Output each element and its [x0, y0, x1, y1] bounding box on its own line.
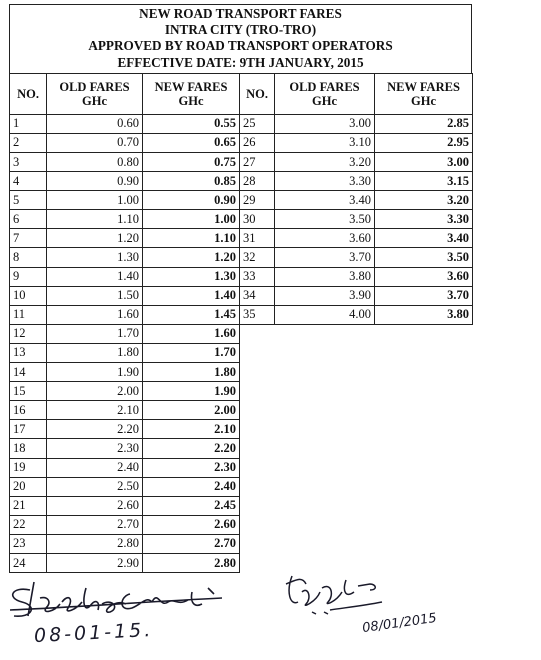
empty-cell: [375, 324, 473, 343]
new-fare: 1.40: [143, 286, 240, 305]
table-row: [10, 248, 473, 267]
fare-number: 24: [10, 553, 47, 572]
empty-cell: [240, 401, 275, 420]
fare-number: 17: [10, 420, 47, 439]
empty-cell: [375, 458, 473, 477]
empty-cell: [375, 343, 473, 362]
old-fare: 3.60: [275, 229, 375, 248]
fare-number: 7: [10, 229, 47, 248]
new-fare: 1.20: [143, 248, 240, 267]
empty-cell: [375, 496, 473, 515]
old-fare: 3.40: [275, 191, 375, 210]
old-fare: 1.30: [47, 248, 143, 267]
empty-cell: [375, 401, 473, 420]
new-fare: 2.80: [143, 553, 240, 572]
empty-cell: [240, 439, 275, 458]
new-fare: 0.90: [143, 191, 240, 210]
table-row: [10, 305, 473, 324]
table-row: [10, 515, 473, 534]
fare-number: 11: [10, 305, 47, 324]
old-fare: 1.10: [47, 210, 143, 229]
new-fare: 3.00: [375, 153, 473, 172]
new-fare: 3.40: [375, 229, 473, 248]
table-row: [10, 191, 473, 210]
fare-number: 16: [10, 401, 47, 420]
new-fare: 3.30: [375, 210, 473, 229]
header-approval: APPROVED BY ROAD TRANSPORT OPERATORS: [88, 38, 393, 54]
fare-number: 12: [10, 324, 47, 343]
new-fare: 0.65: [143, 133, 240, 152]
old-fare: 0.70: [47, 133, 143, 152]
empty-cell: [375, 382, 473, 401]
fare-number: 29: [240, 191, 275, 210]
new-fare: 1.60: [143, 324, 240, 343]
fare-number: 22: [10, 515, 47, 534]
empty-cell: [275, 496, 375, 515]
fare-number: 15: [10, 382, 47, 401]
old-fare: 0.90: [47, 172, 143, 191]
table-row: [10, 114, 473, 133]
right-signature-date: 08/01/2015: [361, 610, 438, 637]
new-fare: 1.30: [143, 267, 240, 286]
empty-cell: [275, 343, 375, 362]
old-fare: 1.20: [47, 229, 143, 248]
old-fare: 2.80: [47, 534, 143, 553]
right-signature: [272, 562, 438, 637]
col-header-new-fares-2: NEW FARES GHc: [375, 73, 473, 114]
old-fare: 0.80: [47, 153, 143, 172]
header-subtitle: INTRA CITY (TRO-TRO): [164, 22, 317, 38]
col-header-no-2: NO.: [240, 73, 275, 114]
old-fare: 3.30: [275, 172, 375, 191]
empty-cell: [375, 363, 473, 382]
empty-cell: [240, 324, 275, 343]
old-fare: 0.60: [47, 114, 143, 133]
fare-document: [9, 4, 472, 573]
old-fare: 2.00: [47, 382, 143, 401]
table-row: [10, 477, 473, 496]
old-fare: 2.40: [47, 458, 143, 477]
old-fare: 3.90: [275, 286, 375, 305]
col-header-old-fares-2: OLD FARES GHc: [275, 73, 375, 114]
fare-number: 21: [10, 496, 47, 515]
fare-number: 34: [240, 286, 275, 305]
fares-table: [9, 73, 473, 573]
table-row: [10, 172, 473, 191]
fare-number: 35: [240, 305, 275, 324]
fare-number: 32: [240, 248, 275, 267]
fare-number: 3: [10, 153, 47, 172]
old-fare: 2.90: [47, 553, 143, 572]
old-fare: 1.70: [47, 324, 143, 343]
new-fare: 1.70: [143, 343, 240, 362]
old-fare: 3.10: [275, 133, 375, 152]
empty-cell: [375, 477, 473, 496]
empty-cell: [240, 553, 275, 572]
new-fare: 2.20: [143, 439, 240, 458]
left-signature-date: 08-01-15.: [33, 618, 154, 648]
new-fare: 2.70: [143, 534, 240, 553]
table-row: [10, 496, 473, 515]
table-row: [10, 343, 473, 362]
old-fare: 1.60: [47, 305, 143, 324]
empty-cell: [275, 363, 375, 382]
fare-number: 27: [240, 153, 275, 172]
col-header-old-fares: OLD FARES GHc: [47, 73, 143, 114]
table-row: [10, 229, 473, 248]
empty-cell: [240, 458, 275, 477]
new-fare: 2.10: [143, 420, 240, 439]
header-title: NEW ROAD TRANSPORT FARES: [139, 6, 342, 21]
empty-cell: [240, 382, 275, 401]
fare-number: 25: [240, 114, 275, 133]
new-fare: 3.60: [375, 267, 473, 286]
fare-number: 5: [10, 191, 47, 210]
new-fare: 0.55: [143, 114, 240, 133]
new-fare: 2.30: [143, 458, 240, 477]
col-header-new-fares: NEW FARES GHc: [143, 73, 240, 114]
table-row: [10, 363, 473, 382]
new-fare: 1.45: [143, 305, 240, 324]
fare-number: 26: [240, 133, 275, 152]
empty-cell: [240, 477, 275, 496]
table-row: [10, 324, 473, 343]
fare-number: 9: [10, 267, 47, 286]
new-fare: 1.00: [143, 210, 240, 229]
fare-number: 33: [240, 267, 275, 286]
empty-cell: [275, 420, 375, 439]
fare-number: 20: [10, 477, 47, 496]
empty-cell: [240, 363, 275, 382]
new-fare: 3.80: [375, 305, 473, 324]
new-fare: 3.70: [375, 286, 473, 305]
new-fare: 1.80: [143, 363, 240, 382]
fare-number: 10: [10, 286, 47, 305]
table-row: [10, 439, 473, 458]
empty-cell: [275, 458, 375, 477]
empty-cell: [240, 343, 275, 362]
fare-number: 19: [10, 458, 47, 477]
new-fare: 0.85: [143, 172, 240, 191]
col-header-no: NO.: [10, 73, 47, 114]
fare-number: 1: [10, 114, 47, 133]
new-fare: 0.75: [143, 153, 240, 172]
document-header: [9, 4, 472, 73]
new-fare: 2.60: [143, 515, 240, 534]
old-fare: 1.40: [47, 267, 143, 286]
empty-cell: [375, 439, 473, 458]
old-fare: 1.90: [47, 363, 143, 382]
header-effective-date: EFFECTIVE DATE: 9TH JANUARY, 2015: [117, 54, 364, 70]
table-header-row: [10, 73, 473, 114]
right-signature-scrawl: [272, 562, 412, 622]
empty-cell: [275, 382, 375, 401]
fare-number: 8: [10, 248, 47, 267]
empty-cell: [375, 534, 473, 553]
left-signature: [2, 568, 232, 658]
fare-number: 4: [10, 172, 47, 191]
old-fare: 3.00: [275, 114, 375, 133]
old-fare: 2.60: [47, 496, 143, 515]
fare-number: 18: [10, 439, 47, 458]
table-row: [10, 458, 473, 477]
new-fare: 3.15: [375, 172, 473, 191]
old-fare: 1.00: [47, 191, 143, 210]
old-fare: 4.00: [275, 305, 375, 324]
old-fare: 3.70: [275, 248, 375, 267]
empty-cell: [375, 420, 473, 439]
empty-cell: [275, 401, 375, 420]
old-fare: 2.70: [47, 515, 143, 534]
fare-number: 14: [10, 363, 47, 382]
fare-number: 2: [10, 133, 47, 152]
table-row: [10, 210, 473, 229]
new-fare: 2.95: [375, 133, 473, 152]
old-fare: 3.50: [275, 210, 375, 229]
new-fare: 2.85: [375, 114, 473, 133]
old-fare: 2.30: [47, 439, 143, 458]
empty-cell: [240, 534, 275, 553]
empty-cell: [240, 496, 275, 515]
table-row: [10, 153, 473, 172]
old-fare: 3.80: [275, 267, 375, 286]
empty-cell: [275, 515, 375, 534]
old-fare: 1.80: [47, 343, 143, 362]
table-row: [10, 401, 473, 420]
fare-number: 31: [240, 229, 275, 248]
new-fare: 2.45: [143, 496, 240, 515]
old-fare: 2.50: [47, 477, 143, 496]
fare-number: 23: [10, 534, 47, 553]
old-fare: 2.20: [47, 420, 143, 439]
table-row: [10, 382, 473, 401]
empty-cell: [375, 515, 473, 534]
table-row: [10, 133, 473, 152]
empty-cell: [275, 439, 375, 458]
empty-cell: [240, 515, 275, 534]
empty-cell: [240, 420, 275, 439]
empty-cell: [275, 534, 375, 553]
new-fare: 2.00: [143, 401, 240, 420]
new-fare: 3.50: [375, 248, 473, 267]
new-fare: 1.90: [143, 382, 240, 401]
old-fare: 1.50: [47, 286, 143, 305]
table-row: [10, 534, 473, 553]
old-fare: 3.20: [275, 153, 375, 172]
empty-cell: [275, 477, 375, 496]
new-fare: 1.10: [143, 229, 240, 248]
table-row: [10, 420, 473, 439]
fare-number: 30: [240, 210, 275, 229]
old-fare: 2.10: [47, 401, 143, 420]
new-fare: 2.40: [143, 477, 240, 496]
fare-number: 13: [10, 343, 47, 362]
table-row: [10, 267, 473, 286]
fare-number: 28: [240, 172, 275, 191]
fare-number: 6: [10, 210, 47, 229]
table-row: [10, 286, 473, 305]
new-fare: 3.20: [375, 191, 473, 210]
empty-cell: [275, 324, 375, 343]
